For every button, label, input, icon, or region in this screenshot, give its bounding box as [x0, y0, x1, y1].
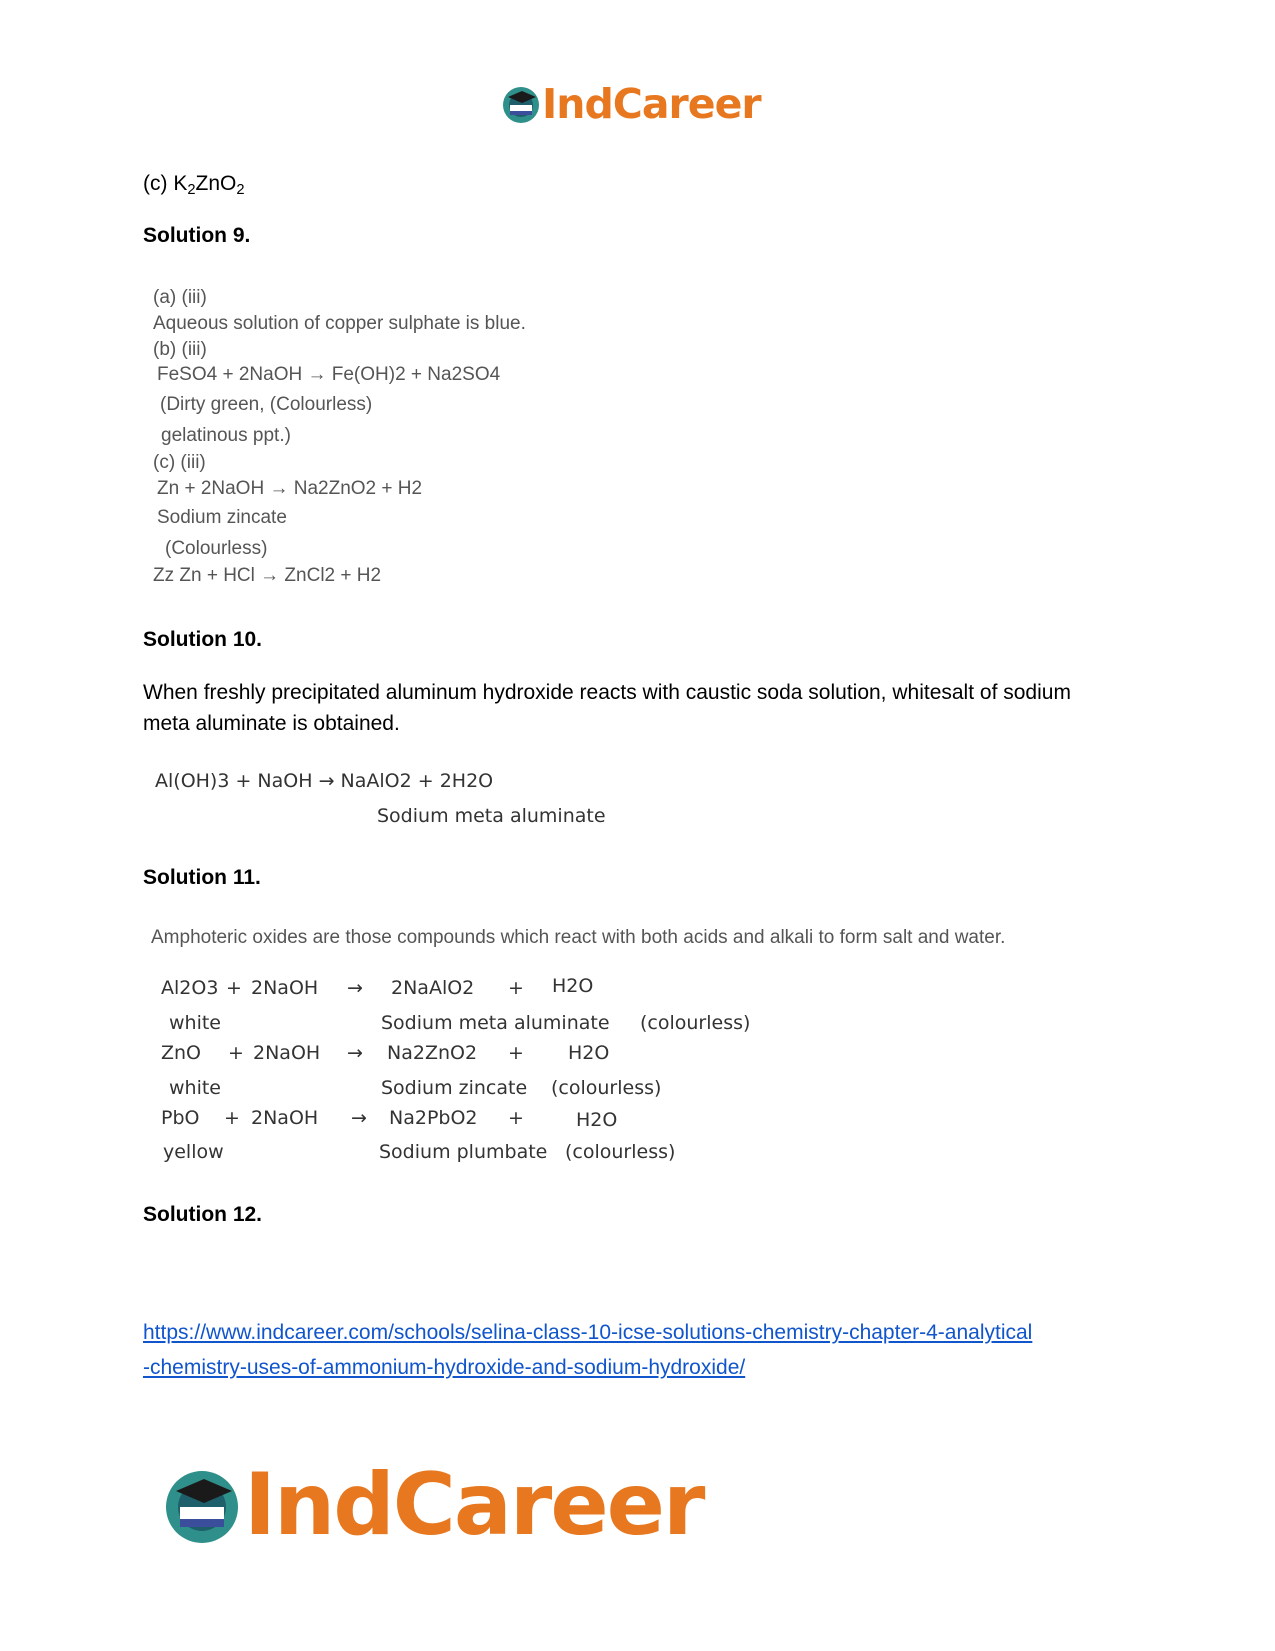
- product-color: (colourless): [565, 1141, 676, 1163]
- s9-c-note1: Sodium zincate: [157, 507, 287, 528]
- arrow: →: [351, 1107, 367, 1129]
- intro-prefix: (c) K: [143, 172, 188, 195]
- solution-11-heading: Solution 11.: [143, 866, 261, 889]
- reagent: 2NaOH: [251, 977, 319, 999]
- plus-sign: +: [508, 977, 524, 999]
- s9-c-equation1: Zn + 2NaOH → Na2ZnO2 + H2: [157, 478, 423, 499]
- plus-sign: +: [508, 1042, 524, 1064]
- logo-text: IndCareer: [244, 1455, 704, 1555]
- reagent: 2NaOH: [253, 1042, 321, 1064]
- water: H2O: [576, 1109, 618, 1131]
- product-name: Sodium zincate: [381, 1077, 528, 1099]
- product: Na2ZnO2: [387, 1042, 478, 1064]
- intro-answer: [143, 172, 245, 196]
- reactant: PbO: [161, 1107, 200, 1129]
- s9-c-equation2: Zz Zn + HCl → ZnCl2 + H2: [153, 565, 382, 586]
- product-color: (colourless): [551, 1077, 662, 1099]
- s9-c-note2: (Colourless): [165, 538, 268, 559]
- reagent: 2NaOH: [251, 1107, 319, 1129]
- graduation-book-icon: [160, 1463, 244, 1547]
- s9-a-text: Aqueous solution of copper sulphate is blue.: [153, 313, 526, 334]
- plus-sign: +: [228, 1042, 244, 1064]
- s10-equation-label: Sodium meta aluminate: [377, 805, 606, 827]
- water: H2O: [552, 975, 594, 997]
- product-name: Sodium plumbate: [379, 1141, 548, 1163]
- arrow: →: [347, 977, 363, 999]
- s9-b-label: (b) (iii): [153, 339, 207, 360]
- intro-mid: ZnO: [195, 172, 237, 195]
- solution-10-paragraph: When freshly precipitated aluminum hydroxide reacts with caustic soda solution, whitesalt of sodium meta aluminate is obtained.: [143, 681, 1071, 735]
- intro-sub1: 2: [187, 182, 196, 198]
- s9-b-note2: gelatinous ppt.): [161, 425, 291, 446]
- header-logo: [500, 80, 761, 128]
- product-name: Sodium meta aluminate: [381, 1012, 610, 1034]
- reactant-color: yellow: [163, 1141, 224, 1163]
- reactant: Al2O3: [161, 977, 219, 999]
- footer-link-line1[interactable]: https://www.indcareer.com/schools/selina-class-10-icse-solutions-chemistry-chapter-4-analytical: [143, 1321, 1033, 1344]
- plus-sign: +: [224, 1107, 240, 1129]
- product: Na2PbO2: [389, 1107, 478, 1129]
- reactant-color: white: [169, 1077, 221, 1099]
- graduation-book-icon: [500, 83, 542, 125]
- water: H2O: [568, 1042, 610, 1064]
- s9-b-note1: (Dirty green, (Colourless): [160, 394, 373, 415]
- reactant-color: white: [169, 1012, 221, 1034]
- solution-9-heading: Solution 9.: [143, 224, 251, 247]
- plus-sign: +: [226, 977, 242, 999]
- s11-intro: Amphoteric oxides are those compounds which react with both acids and alkali to form salt and water.: [151, 927, 1006, 948]
- intro-sub2: 2: [236, 182, 245, 198]
- s10-equation: Al(OH)3 + NaOH → NaAlO2 + 2H2O: [155, 770, 494, 792]
- plus-sign: +: [508, 1107, 524, 1129]
- footer-link[interactable]: [143, 1315, 1103, 1385]
- solution-10-heading: Solution 10.: [143, 628, 263, 651]
- arrow: →: [347, 1042, 363, 1064]
- footer-logo: [160, 1455, 703, 1555]
- s9-c-label: (c) (iii): [153, 452, 206, 473]
- logo-text: IndCareer: [542, 80, 761, 128]
- reactant: ZnO: [161, 1042, 202, 1064]
- solution-12-heading: Solution 12.: [143, 1203, 263, 1226]
- s9-a-label: (a) (iii): [153, 287, 207, 308]
- s9-b-equation: FeSO4 + 2NaOH → Fe(OH)2 + Na2SO4: [157, 364, 501, 385]
- product-color: (colourless): [640, 1012, 751, 1034]
- product: 2NaAlO2: [391, 977, 475, 999]
- footer-link-line2[interactable]: -chemistry-uses-of-ammonium-hydroxide-and-sodium-hydroxide/: [143, 1356, 746, 1379]
